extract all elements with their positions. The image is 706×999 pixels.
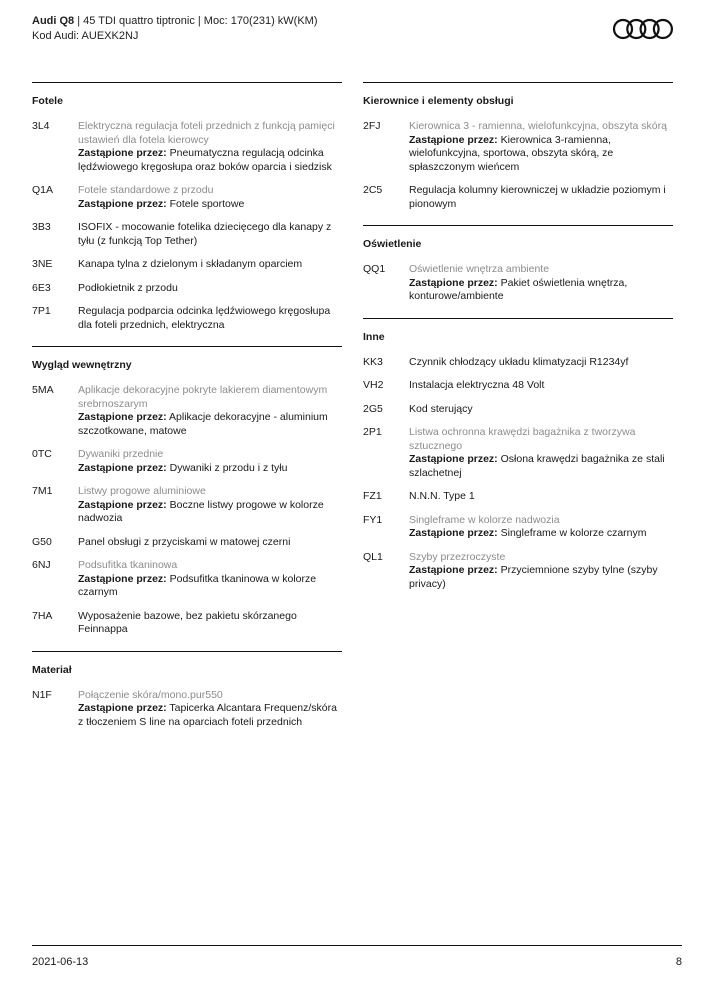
option-description xyxy=(409,263,673,304)
option-description xyxy=(78,282,342,296)
option-code: 3B3 xyxy=(32,221,51,233)
option-row xyxy=(32,689,342,730)
option-row xyxy=(32,485,342,526)
section-title: Kierownice i elementy obsługi xyxy=(363,95,514,107)
original-option: Oświetlenie wnętrza ambiente xyxy=(409,263,550,275)
option-code: 6E3 xyxy=(32,281,51,294)
option-text: Regulacja kolumny kierowniczej w układzie poziomym i pionowym xyxy=(409,184,666,210)
replacement-text: Pneumatyczna regulacją odcinka lędźwiowego kręgosłupa oraz boków oparcia i siedzisk xyxy=(78,147,332,173)
section-title: Inne xyxy=(363,330,385,343)
replaced-by-label: Zastąpione przez: xyxy=(78,147,167,159)
section xyxy=(363,82,673,211)
option-row xyxy=(363,356,673,370)
option-code: Q1A xyxy=(32,184,54,196)
section-title: Oświetlenie xyxy=(363,238,422,250)
option-row xyxy=(363,120,673,174)
replaced-by-label: Zastąpione przez: xyxy=(78,572,167,585)
option-code: VH2 xyxy=(363,379,384,391)
option-description xyxy=(78,485,342,526)
option-description xyxy=(78,258,342,272)
option-description xyxy=(78,384,342,438)
replacement-option xyxy=(409,453,673,480)
replacement-option xyxy=(409,527,673,541)
option-row xyxy=(32,282,342,296)
replaced-by-label: Zastąpione przez: xyxy=(78,197,167,210)
audi-code: Kod Audi: AUEXK2NJ xyxy=(32,30,139,42)
replacement-option xyxy=(409,277,673,304)
original-option: Połączenie skóra/mono.pur550 xyxy=(78,688,223,701)
replaced-by-label: Zastąpione przez: xyxy=(409,564,498,576)
original-option: Aplikacje dekoracyjne pokryte lakierem diamentowym srebrnoszarym xyxy=(78,384,328,410)
option-description xyxy=(78,221,342,248)
replacement-text: Fotele sportowe xyxy=(169,197,245,210)
option-code: KK3 xyxy=(363,355,383,368)
option-code: 2FJ xyxy=(363,120,381,132)
option-description xyxy=(409,356,673,370)
option-description xyxy=(78,184,342,211)
option-text: Instalacja elektryczna 48 Volt xyxy=(409,379,545,391)
option-code: 5MA xyxy=(32,384,54,396)
option-description xyxy=(409,514,673,541)
original-option: Dywaniki przednie xyxy=(78,448,164,460)
section-title: Fotele xyxy=(32,95,63,107)
option-code: 3L4 xyxy=(32,120,50,132)
option-row xyxy=(363,379,673,393)
replacement-text: Singleframe w kolorze czarnym xyxy=(500,527,647,539)
replacement-option xyxy=(409,134,673,175)
option-code: 2G5 xyxy=(363,402,383,415)
option-code: QL1 xyxy=(363,550,383,563)
replacement-option xyxy=(78,499,342,526)
replaced-by-label: Zastąpione przez: xyxy=(78,411,167,423)
option-description xyxy=(78,305,342,332)
replacement-option xyxy=(78,573,342,600)
option-code: FY1 xyxy=(363,513,383,526)
page-footer xyxy=(32,945,682,968)
original-option: Listwa ochronna krawędzi bagażnika z tworzywa sztucznego xyxy=(409,426,636,452)
option-code: 7M1 xyxy=(32,485,53,497)
replacement-option xyxy=(78,462,342,476)
page-number: 8 xyxy=(675,956,682,968)
replacement-option xyxy=(78,147,342,174)
option-code: FZ1 xyxy=(363,490,382,502)
option-description xyxy=(78,610,342,637)
option-text: ISOFIX - mocowanie fotelika dziecięcego dla kanapy z tyłu (z funkcją Top Tether) xyxy=(78,221,332,247)
left-column xyxy=(32,82,342,743)
option-row xyxy=(32,610,342,637)
original-option: Elektryczna regulacja foteli przednich z funkcją pamięci ustawień dla fotela kierowcy xyxy=(78,120,335,146)
option-description xyxy=(78,448,342,475)
option-row xyxy=(363,263,673,304)
audi-rings-logo xyxy=(612,18,674,40)
option-row xyxy=(32,221,342,248)
option-text: Regulacja podparcia odcinka lędźwiowego kręgosłupa dla foteli przednich, elektryczna xyxy=(78,305,331,331)
replacement-text: Pakiet oświetlenia wnętrza, konturowe/ambiente xyxy=(409,276,628,302)
option-code: 2C5 xyxy=(363,184,383,196)
section xyxy=(32,651,342,730)
model-name: Audi Q8 xyxy=(32,15,75,27)
option-description xyxy=(78,559,342,600)
option-row xyxy=(363,184,673,211)
replaced-by-label: Zastąpione przez: xyxy=(78,702,167,714)
option-row xyxy=(32,448,342,475)
option-text: Czynnik chłodzący układu klimatyzacji R1234yf xyxy=(409,355,629,368)
option-description xyxy=(409,426,673,480)
replacement-option xyxy=(78,702,342,729)
option-row xyxy=(363,514,673,541)
original-option: Fotele standardowe z przodu xyxy=(78,184,214,196)
option-row xyxy=(32,120,342,174)
replacement-text: Kierownica 3-ramienna, wielofunkcyjna, sportowa, obszyta skórą, ze spłaszczonym wieńcem xyxy=(409,133,614,173)
option-description xyxy=(78,536,342,550)
option-row xyxy=(32,305,342,332)
replacement-option xyxy=(78,411,342,438)
original-option: Podsufitka tkaninowa xyxy=(78,559,178,571)
replacement-text: Dywaniki z przodu i z tyłu xyxy=(169,461,288,474)
option-text: N.N.N. Type 1 xyxy=(409,490,475,502)
section xyxy=(32,346,342,637)
right-column xyxy=(363,82,673,605)
option-code: QQ1 xyxy=(363,263,386,275)
replaced-by-label: Zastąpione przez: xyxy=(78,461,167,474)
section xyxy=(32,82,342,332)
option-row xyxy=(363,551,673,592)
replacement-text: Boczne listwy progowe w kolorze nadwozia xyxy=(78,498,324,524)
option-code: N1F xyxy=(32,688,52,701)
replacement-text: Osłona krawędzi bagażnika ze stali szlachetnej xyxy=(409,453,665,479)
option-text: Panel obsługi z przyciskami w matowej czerni xyxy=(78,535,291,548)
option-code: G50 xyxy=(32,535,52,548)
section-title: Materiał xyxy=(32,663,72,676)
option-text: Kod sterujący xyxy=(409,402,473,415)
option-text: Wyposażenie bazowe, bez pakietu skórzanego Feinnappa xyxy=(78,609,297,635)
option-description xyxy=(409,490,673,504)
option-description xyxy=(78,689,342,730)
replaced-by-label: Zastąpione przez: xyxy=(409,133,498,146)
section xyxy=(363,225,673,304)
option-row xyxy=(363,426,673,480)
option-row xyxy=(363,490,673,504)
replaced-by-label: Zastąpione przez: xyxy=(409,527,498,539)
original-option: Szyby przezroczyste xyxy=(409,550,506,563)
replaced-by-label: Zastąpione przez: xyxy=(78,498,167,511)
model-details: | 45 TDI quattro tiptronic | Moc: 170(231) kW(KM) xyxy=(77,15,318,27)
original-option: Listwy progowe aluminiowe xyxy=(78,485,206,497)
option-description xyxy=(409,403,673,417)
option-text: Kanapa tylna z dzielonym i składanym oparciem xyxy=(78,258,303,270)
replaced-by-label: Zastąpione przez: xyxy=(409,276,498,289)
replaced-by-label: Zastąpione przez: xyxy=(409,453,498,465)
section-title: Wygląd wewnętrzny xyxy=(32,359,132,371)
option-row xyxy=(32,536,342,550)
option-description xyxy=(409,120,673,174)
option-code: 7P1 xyxy=(32,305,51,317)
replacement-text: Podsufitka tkaninowa w kolorze czarnym xyxy=(78,572,317,598)
option-code: 7HA xyxy=(32,609,53,622)
original-option: Singleframe w kolorze nadwozia xyxy=(409,513,560,526)
option-description xyxy=(409,551,673,592)
option-description xyxy=(78,120,342,174)
option-row xyxy=(363,403,673,417)
document-date: 2021-06-13 xyxy=(32,956,89,968)
option-row xyxy=(32,258,342,272)
page-header xyxy=(32,14,682,54)
option-code: 3NE xyxy=(32,258,53,270)
option-description xyxy=(409,184,673,211)
section xyxy=(363,318,673,592)
option-code: 2P1 xyxy=(363,426,382,438)
vehicle-title xyxy=(32,14,682,28)
replacement-option xyxy=(409,564,673,591)
replacement-text: Przyciemnione szyby tylne (szyby privacy) xyxy=(409,564,658,590)
replacement-text: Tapicerka Alcantara Frequenz/skóra z tłoczeniem S line na oparciach foteli przednich xyxy=(78,702,337,728)
option-row xyxy=(32,184,342,211)
option-description xyxy=(409,379,673,393)
option-row xyxy=(32,559,342,600)
replacement-text: Aplikacje dekoracyjne - aluminium szczotkowane, matowe xyxy=(78,411,328,437)
replacement-option xyxy=(78,198,342,212)
option-text: Podłokietnik z przodu xyxy=(78,281,178,294)
original-option: Kierownica 3 - ramienna, wielofunkcyjna, obszyta skórą xyxy=(409,120,667,132)
option-code: 0TC xyxy=(32,448,52,460)
option-row xyxy=(32,384,342,438)
option-code: 6NJ xyxy=(32,559,51,571)
